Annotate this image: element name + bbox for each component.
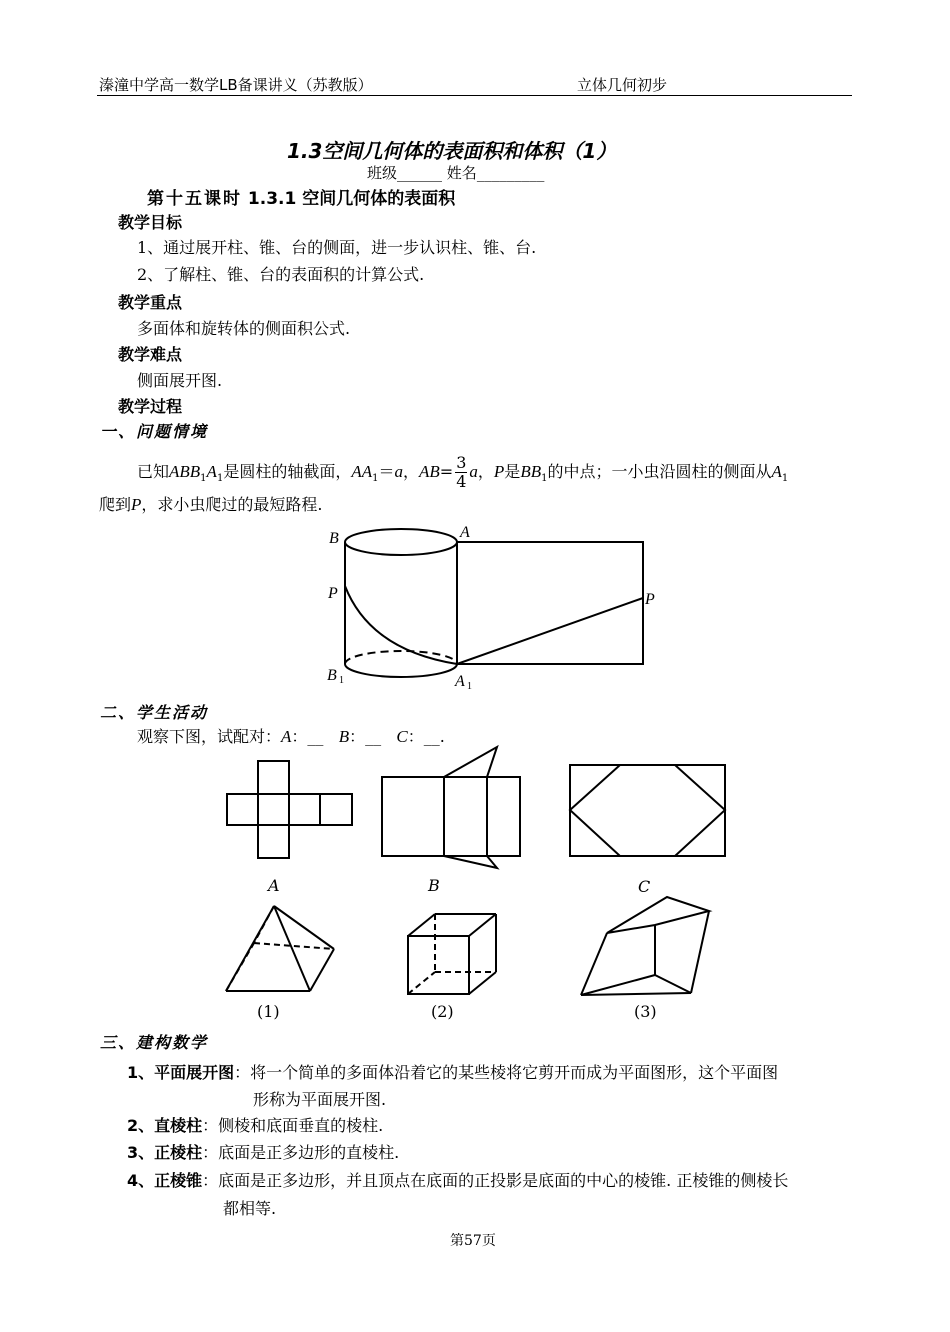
cylinder-unfold-figure [320,520,665,695]
label-b1-sub: 1 [339,675,344,686]
goal-item: 1、通过展开柱、锥、台的侧面，进一步认识柱、锥、台. [137,238,537,257]
label-a1: A [455,673,465,690]
label-a1-sub: 1 [467,681,472,692]
name-blank: _________ [476,164,545,182]
net-b-triangular-prism [379,744,524,872]
definition-1: 1、平面展开图：将一个简单的多面体沿着它的某些棱将它剪开而成为平面图形，这个平面图 [127,1063,779,1082]
problem-line-1: 已知$ABB_1A_1$是圆柱的轴截面，$AA_1=a$，AB= $\frac{3}{4}$ a，P是$BB_1$的中点；一小虫沿圆柱的侧面从$A_1$ [137,453,789,491]
label-a: A [460,524,470,541]
header-right: 立体几何初步 [577,76,668,94]
lesson-title [147,184,455,209]
difficulty-heading: 教学难点 [118,345,183,364]
definition-3: 3、正棱柱：底面是正多边形的直棱柱. [127,1143,400,1162]
key-point-heading: 教学重点 [118,293,183,312]
net-label-b: B [428,876,440,895]
problem-line-2: 爬到P，求小虫爬过的最短路程. [99,495,323,514]
goals-heading: 教学目标 [118,213,183,232]
key-point-text: 多面体和旋转体的侧面积公式. [137,319,351,338]
definition-4-cont: 都相等. [223,1199,277,1218]
section2-heading: 二、学生活动 [100,703,209,722]
label-b1: B [327,667,337,684]
solid-1-pyramid [222,903,338,995]
class-label: 班级 [367,164,398,182]
header-rule [97,95,852,96]
label-p-right: P [645,591,655,608]
section1-heading: 一、问题情境 [100,422,209,441]
net-a-cube [224,758,356,860]
definition-1-cont: 形称为平面展开图. [253,1090,387,1109]
label-b: B [329,530,339,547]
net-label-c: C [638,877,651,896]
process-heading: 教学过程 [118,397,183,416]
lesson-number: 第十五课时 [147,189,242,209]
net-c-pyramid [567,762,729,860]
page-title: 1.3空间几何体的表面积和体积（1） [287,139,617,163]
solid-label-1: (1) [257,1002,280,1021]
difficulty-text: 侧面展开图. [137,371,223,390]
solid-2-cube [404,910,500,998]
page-number: 第57页 [450,1233,496,1249]
match-prompt: 观察下图，试配对：A：__ B：__ C：__. [137,727,445,746]
definition-4: 4、正棱锥：底面是正多边形，并且顶点在底面的正投影是底面的中心的棱锥. 正棱锥的侧棱长 [127,1171,789,1190]
lesson-name: 空间几何体的表面积 [302,189,456,209]
label-p-left: P [328,585,338,602]
net-label-a: A [268,876,280,895]
solid-3-prism [577,893,715,1000]
solid-label-3: (3) [634,1002,657,1021]
lesson-code: 1.3.1 [247,189,297,209]
definition-2: 2、直棱柱：侧棱和底面垂直的棱柱. [127,1116,384,1135]
section3-heading: 三、建构数学 [100,1033,209,1052]
fraction-3-4: $\frac{3}{4}$ [456,453,467,491]
goal-item: 2、了解柱、锥、台的表面积的计算公式. [137,265,425,284]
header-left: 溱潼中学高一数学LB备课讲义（苏教版） [99,76,373,94]
name-label: 姓名 [446,164,477,182]
class-name-line [367,162,544,183]
solid-label-2: (2) [431,1002,454,1021]
class-blank: ______ [397,164,443,182]
